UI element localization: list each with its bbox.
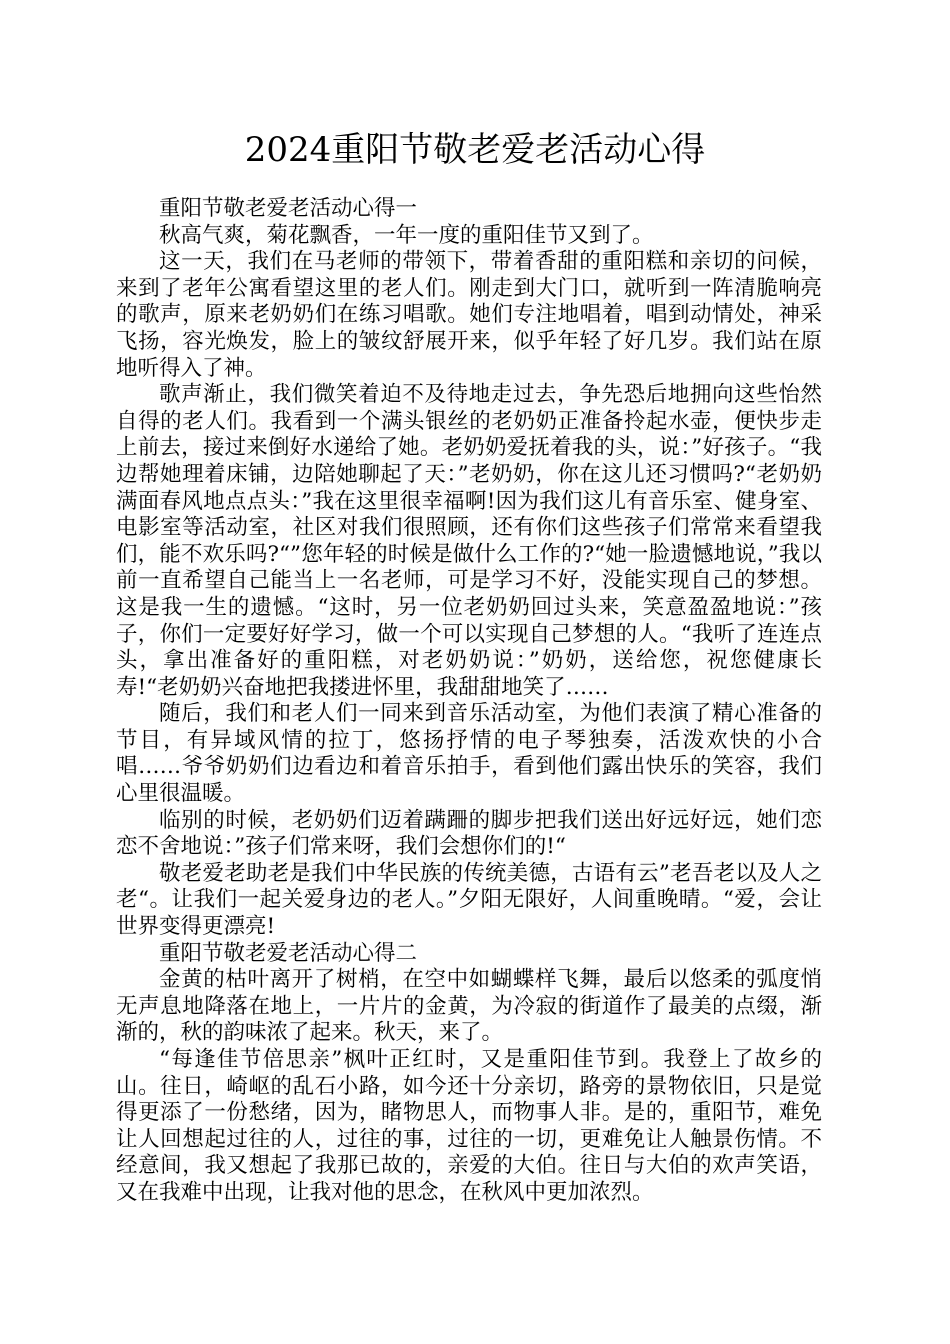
paragraph: 金黄的枯叶离开了树梢，在空中如蝴蝶样飞舞，最后以悠柔的弧度悄无声息地降落在地上，一片片的金黄，为冷寂的街道作了最美的点缀，渐渐的，秋的韵味浓了起来。秋天，来了。	[116, 967, 822, 1046]
paragraph: 秋高气爽，菊花飘香，一年一度的重阳佳节又到了。	[159, 222, 654, 248]
paragraph: 随后，我们和老人们一同来到音乐活动室，为他们表演了精心准备的节目，有异域风情的拉丁，悠扬抒情的电子琴独奏，活泼欢快的小合唱……爷爷奶奶们边看边和着音乐拍手，看到他们露出快乐的笑容，我们心里很温暖。	[116, 701, 822, 807]
section-heading-1: 重阳节敬老爱老活动心得一	[159, 196, 418, 221]
paragraph: 临别的时候，老奶奶们迈着蹒跚的脚步把我们送出好远好远，她们恋恋不舍地说：”孩子们常来呀，我们会想你们的!“	[116, 807, 822, 860]
paragraph: 这一天，我们在马老师的带领下，带着香甜的重阳糕和亲切的问候，来到了老年公寓看望这里的老人们。刚走到大门口，就听到一阵清脆响亮的歌声，原来老奶奶们在练习唱歌。她们专注地唱着，唱到动情处，神采飞扬，容光焕发，脸上的皱纹舒展开来，似乎年轻了好几岁。我们站在原地听得入了神。	[116, 249, 822, 381]
paragraph: 歌声渐止，我们微笑着迫不及待地走过去，争先恐后地拥向这些怡然自得的老人们。我看到一个满头银丝的老奶奶正准备拎起水壶，便快步走上前去，接过来倒好水递给了她。老奶奶爱抚着我的头，说：”好孩子。“我边帮她理着床铺，边陪她聊起了天：”老奶奶，你在这儿还习惯吗?“老奶奶满面春风地点点头：”我在这里很幸福啊!因为我们这儿有音乐室、健身室、电影室等活动室，社区对我们很照顾，还有你们这些孩子们常常来看望我们，能不欢乐吗?“”您年轻的时候是做什么工作的?“她一脸遗憾地说，”我以前一直希望自己能当上一名老师，可是学习不好，没能实现自己的梦想。这是我一生的遗憾。“这时，另一位老奶奶回过头来，笑意盈盈地说：”孩子，你们一定要好好学习，做一个可以实现自己梦想的人。“我听了连连点头，拿出准备好的重阳糕，对老奶奶说：”奶奶，送给您，祝您健康长寿!“老奶奶兴奋地把我搂进怀里，我甜甜地笑了……	[116, 382, 822, 700]
paragraph: 敬老爱老助老是我们中华民族的传统美德，古语有云”老吾老以及人之老“。让我们一起关爱身边的老人。”夕阳无限好，人间重晚晴。“爱，会让世界变得更漂亮!	[116, 860, 822, 940]
document-title: 2024重阳节敬老爱老活动心得	[244, 130, 706, 170]
section-heading-2: 重阳节敬老爱老活动心得二	[159, 940, 418, 966]
paragraph: “每逢佳节倍思亲”枫叶正红时，又是重阳佳节到。我登上了故乡的山。往日，崎岖的乱石小路，如今还十分亲切，路旁的景物依旧，只是觉得更添了一份愁绪，因为，睹物思人，而物事人非。是的，重阳节，难免让人回想起过往的人，过往的事，过往的一切，更难免让人触景伤情。不经意间，我又想起了我那已故的，亲爱的大伯。往日与大伯的欢声笑语，又在我难中出现，让我对他的思念，在秋风中更加浓烈。	[116, 1047, 822, 1205]
document-body	[116, 196, 822, 1207]
